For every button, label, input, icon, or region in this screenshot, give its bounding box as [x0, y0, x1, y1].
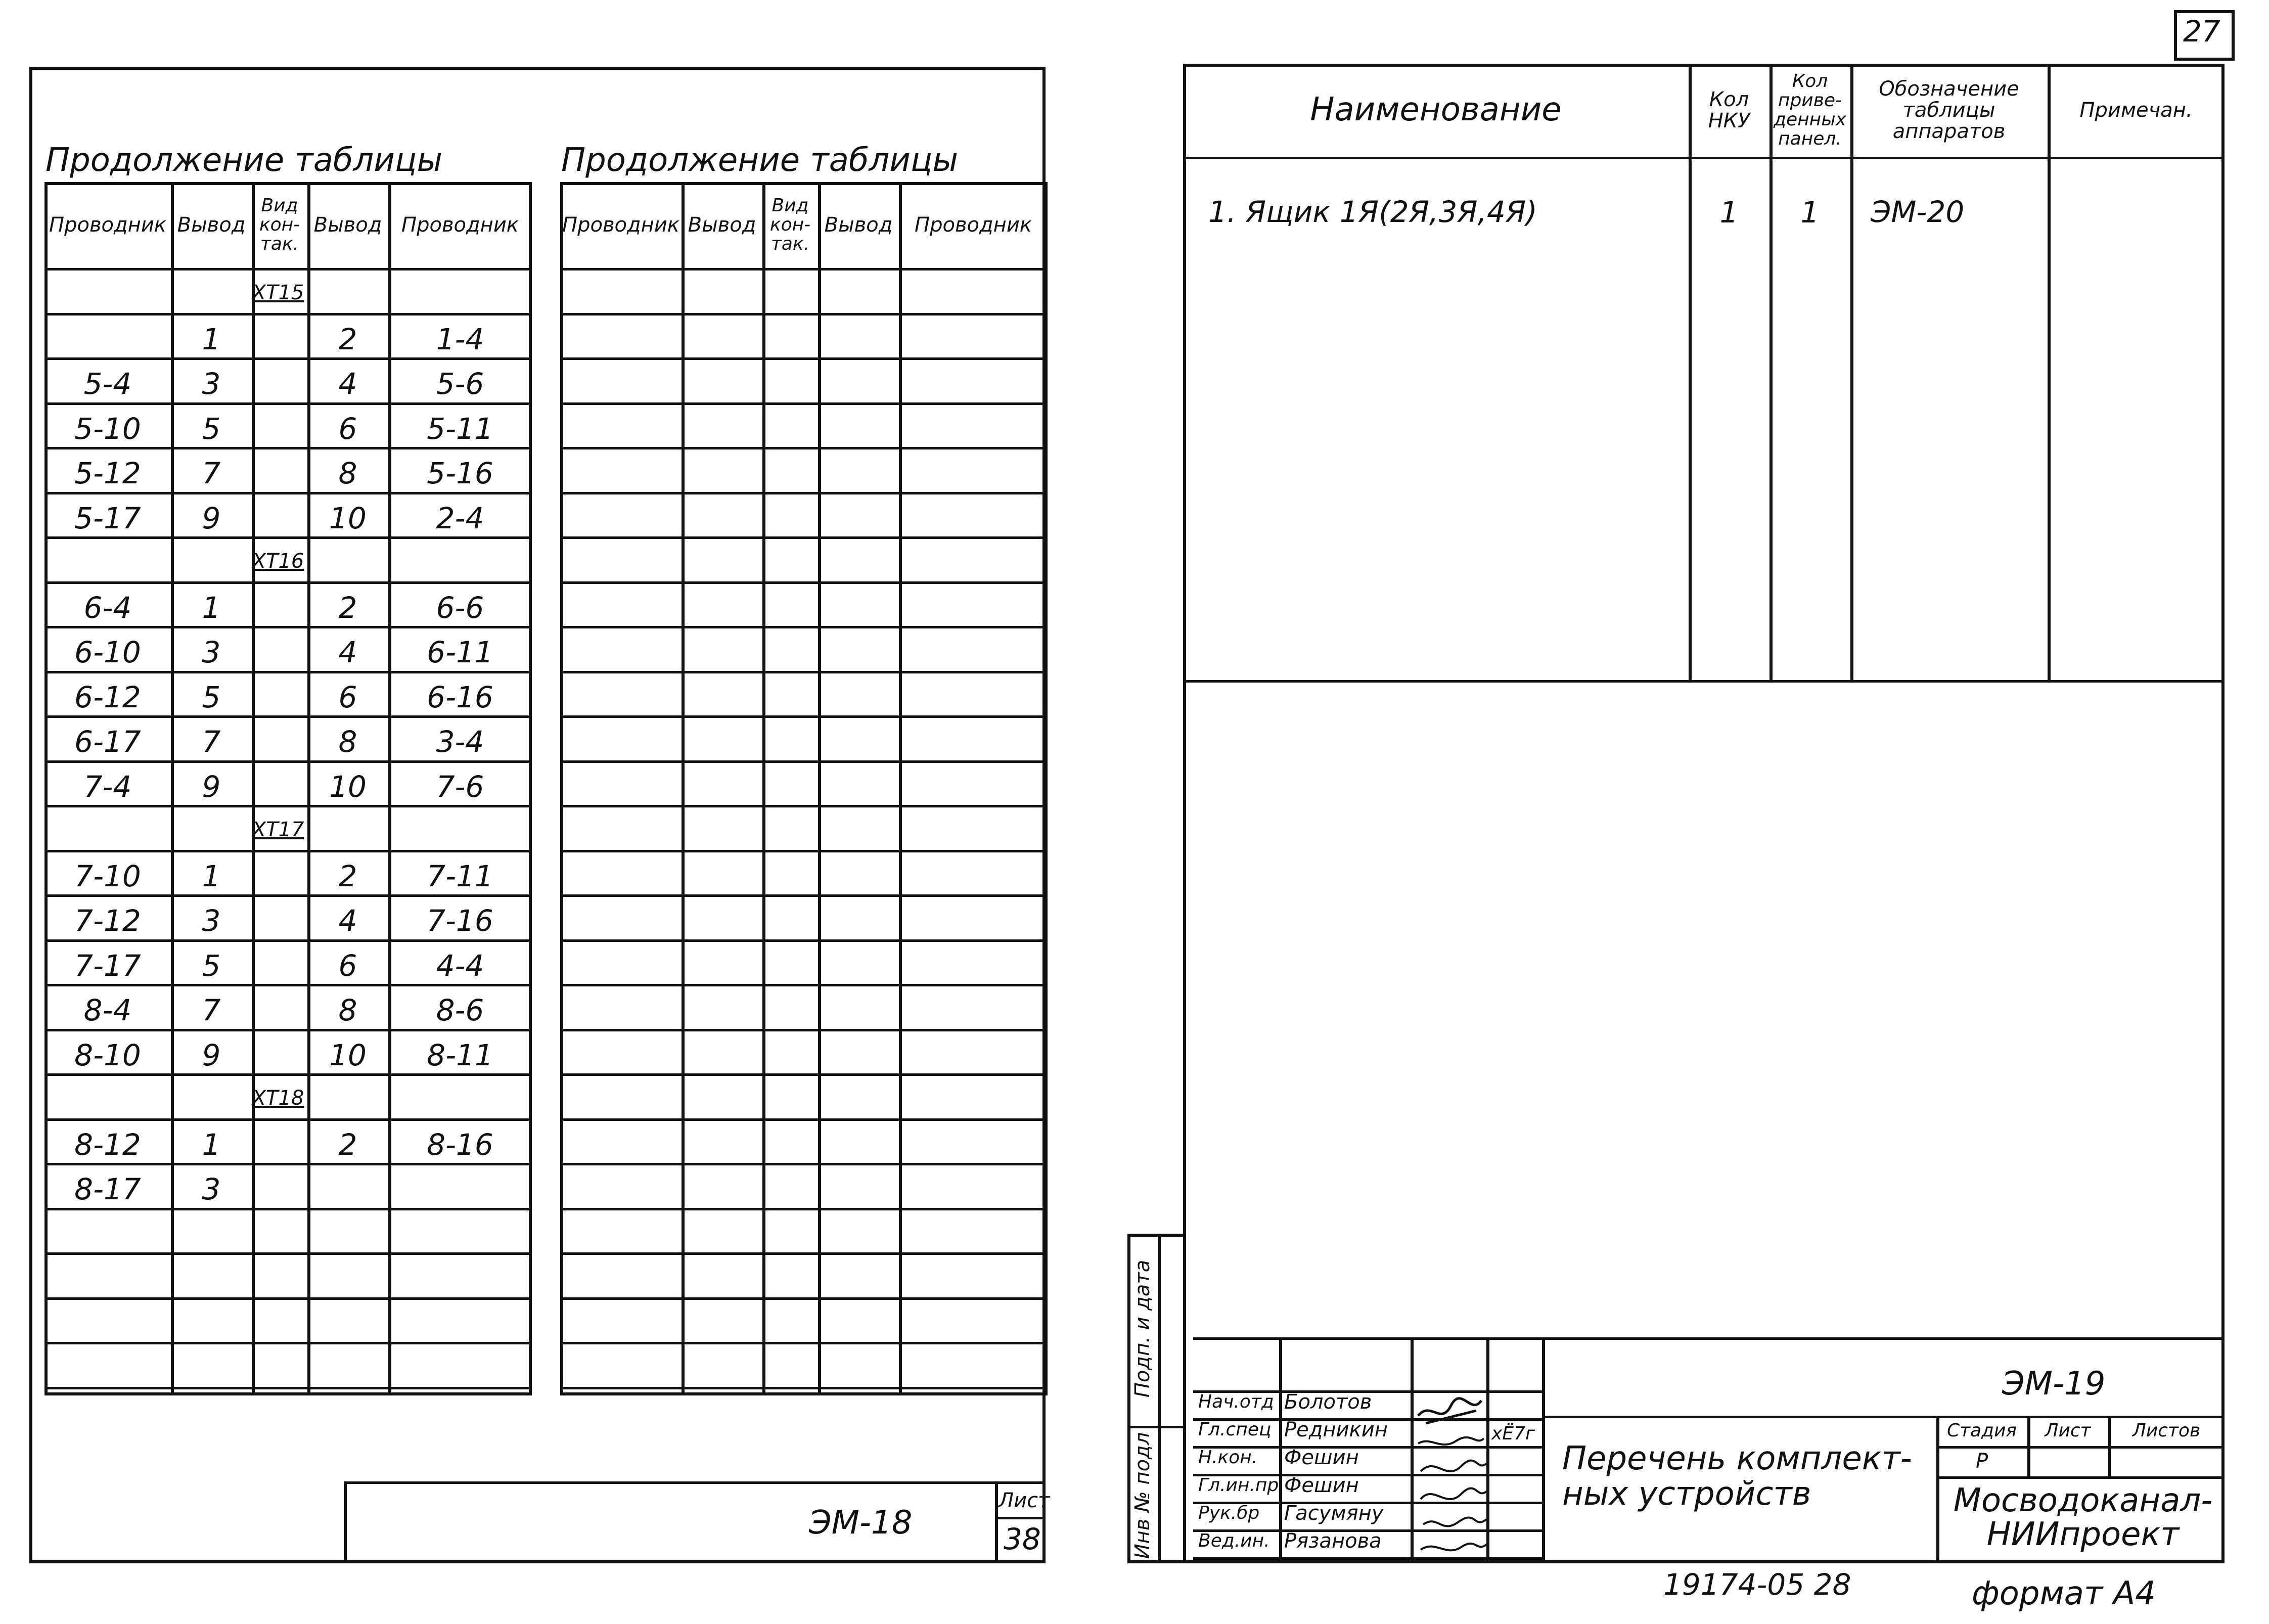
archive-number: 19174-05 28	[1663, 1567, 1851, 1602]
cell-terminal-out: 4	[338, 903, 357, 938]
side-stamp-vdiv	[1158, 1234, 1161, 1563]
cell-terminal-out: 4	[338, 635, 357, 669]
table-row-line	[560, 760, 1048, 763]
cell-conductor-in: 7-4	[83, 769, 132, 804]
cell-terminal-out: 8	[338, 456, 357, 490]
cell-conductor-in: 8-12	[74, 1127, 141, 1162]
signatures-drawing	[1411, 1395, 1491, 1562]
title-block-role: Гл.ин.пр	[1198, 1475, 1279, 1496]
cell-terminal-out: 6	[338, 411, 357, 446]
left-footer-line	[344, 1481, 1046, 1484]
title-block-role: Н.кон.	[1198, 1447, 1258, 1468]
table-row-line	[560, 715, 1048, 718]
spec-header-designation: Обозначение таблицы аппаратов	[1879, 77, 2019, 143]
cell-conductor-in: 7-17	[74, 948, 141, 983]
cell-conductor-out: 8-6	[436, 993, 484, 1027]
cell-terminal-in: 5	[202, 411, 221, 446]
cell-conductor-in: 5-12	[74, 456, 141, 490]
stage-label: Стадия	[1946, 1420, 2017, 1441]
cell-terminal-in: 1	[202, 1127, 221, 1162]
cell-conductor-out: 3-4	[436, 724, 484, 759]
table-row-line	[44, 1252, 532, 1255]
title-block-person: Болотов	[1284, 1390, 1372, 1414]
cell-terminal-out: 8	[338, 993, 357, 1027]
t2-header-conductor-1: Проводник	[562, 213, 679, 237]
table-row-line	[44, 1387, 532, 1389]
table-row-line	[560, 581, 1048, 584]
table-row-line	[560, 1252, 1048, 1255]
table-row-line	[560, 1342, 1048, 1344]
t2-col-div-1	[682, 182, 685, 1395]
cell-conductor-in: 8-10	[74, 1037, 141, 1072]
title-block-person: Фешин	[1284, 1446, 1359, 1469]
cell-terminal-out: 2	[338, 859, 357, 893]
tb-col-date	[1542, 1337, 1545, 1563]
page-number: 27	[2183, 14, 2220, 49]
tb-org-line	[1936, 1476, 2225, 1479]
stage-value: Р	[1975, 1450, 1988, 1473]
table-row-line	[560, 894, 1048, 897]
table-row-line	[560, 805, 1048, 807]
cell-conductor-in: 5-4	[83, 366, 132, 401]
wire-table-2	[560, 182, 1048, 1395]
cell-terminal-out: 2	[338, 1127, 357, 1162]
spec-header-qty-panels: Кол приве-денных панел.	[1774, 71, 1846, 149]
spec-row-qty-nku: 1	[1719, 195, 1739, 230]
t2-header-line	[560, 268, 1048, 270]
table-row-line	[560, 536, 1048, 539]
t1-header-conductor-2: Проводник	[401, 213, 519, 237]
cell-conductor-in: 6-10	[74, 635, 141, 669]
cell-terminal-in: 9	[202, 1037, 221, 1072]
table-row-line	[560, 850, 1048, 852]
table-row-line	[560, 939, 1048, 942]
cell-conductor-out: 6-11	[427, 635, 493, 669]
cell-terminal-out: 10	[329, 501, 367, 535]
cell-conductor-in: 6-4	[83, 590, 132, 625]
document-title: Перечень комплект-ных устройств	[1562, 1440, 1912, 1513]
left-footer-sheet-line	[995, 1517, 1046, 1519]
t2-header-terminal-1: Вывод	[688, 213, 756, 237]
cell-conductor-out: 5-11	[427, 411, 493, 446]
cell-conductor-out: 5-16	[427, 456, 493, 490]
cell-terminal-out	[307, 1167, 388, 1212]
side-label-signature-date: Подп. и дата	[1131, 1259, 1154, 1398]
left-footer-div-2	[995, 1481, 998, 1563]
cell-conductor-in: 8-4	[83, 993, 132, 1027]
spec-header-line	[1183, 157, 2225, 159]
cell-terminal-in: 7	[202, 456, 221, 490]
cell-terminal-in: 7	[202, 724, 221, 759]
spec-bottom-line	[1183, 680, 2225, 683]
cell-conductor-out: 6-16	[427, 680, 493, 714]
cell-terminal-in: 7	[202, 993, 221, 1027]
title-block-top	[1193, 1337, 2225, 1340]
spec-row-qty-panels: 1	[1800, 195, 1820, 230]
left-table-heading-1: Продолжение таблицы	[46, 142, 442, 179]
spec-header-name: Наименование	[1310, 91, 1562, 129]
cell-conductor-out: 7-6	[436, 769, 484, 804]
table-row-line	[560, 1029, 1048, 1031]
table-row-line	[560, 1297, 1048, 1300]
cell-conductor-out: 7-11	[427, 859, 493, 893]
cell-terminal-in: 9	[202, 769, 221, 804]
title-block-role: Вед.ин.	[1198, 1530, 1270, 1551]
t2-col-div-2	[762, 182, 765, 1395]
tb-extra-mark: хЁ7г	[1491, 1423, 1535, 1444]
cell-conductor-out: 2-4	[436, 501, 484, 535]
table-row-line	[560, 1387, 1048, 1389]
title-block-person: Фешин	[1284, 1474, 1359, 1497]
sheets-label: Листов	[2132, 1420, 2201, 1441]
table-row-line	[560, 984, 1048, 986]
t2-col-div-3	[818, 182, 821, 1395]
table-row-line	[560, 1118, 1048, 1121]
spec-row-designation: ЭМ-20	[1871, 195, 1965, 229]
cell-terminal-in: 3	[202, 903, 221, 938]
cell-terminal-out: 10	[329, 1037, 367, 1072]
t1-header-conductor-1: Проводник	[49, 213, 166, 237]
table-row-line	[44, 1342, 532, 1344]
table-row-line	[560, 1208, 1048, 1210]
cell-terminal-out: 2	[338, 322, 357, 356]
cell-terminal-in: 5	[202, 680, 221, 714]
t1-header-terminal-1: Вывод	[177, 213, 246, 237]
t2-col-div-4	[899, 182, 902, 1395]
cell-conductor-out: 7-16	[427, 903, 493, 938]
spec-row-name: 1. Ящик 1Я(2Я,3Я,4Я)	[1208, 195, 1537, 229]
cell-conductor-out: 1-4	[436, 322, 484, 356]
table-row-line	[560, 313, 1048, 315]
left-footer-code: ЭМ-18	[809, 1504, 913, 1542]
title-block-role: Гл.спец	[1198, 1419, 1272, 1440]
cell-conductor-out	[388, 1167, 532, 1212]
left-footer-div-1	[344, 1481, 347, 1563]
cell-conductor-out: 4-4	[436, 948, 484, 983]
table-row-line	[560, 357, 1048, 360]
cell-conductor-in: 8-17	[74, 1171, 141, 1206]
table-row-line	[560, 492, 1048, 494]
organization: Мосводоканал-НИИпроект	[1953, 1482, 2213, 1554]
table-row-line	[560, 626, 1048, 628]
cell-conductor-in: 5-10	[74, 411, 141, 446]
side-label-inventory: Инв № подл	[1131, 1432, 1154, 1559]
left-table-heading-2: Продолжение таблицы	[561, 142, 958, 179]
t2-header-contact-type: Вид кон-так.	[769, 195, 811, 254]
table-row-line	[560, 447, 1048, 449]
cell-terminal-out: 10	[329, 769, 367, 804]
spec-header-note: Примечан.	[2079, 99, 2193, 122]
sheet-label: Лист	[2045, 1420, 2091, 1441]
table-row-line	[560, 402, 1048, 405]
terminal-block-label: XT16	[252, 550, 304, 573]
cell-conductor-in	[44, 317, 171, 362]
cell-terminal-in: 1	[202, 859, 221, 893]
cell-terminal-in: 3	[202, 366, 221, 401]
title-block-role: Рук.бр	[1198, 1503, 1260, 1523]
cell-terminal-out: 6	[338, 948, 357, 983]
cell-conductor-out: 8-16	[427, 1127, 493, 1162]
cell-conductor-out: 8-11	[427, 1037, 493, 1072]
cell-terminal-in: 3	[202, 635, 221, 669]
title-block-role: Нач.отд	[1198, 1391, 1274, 1412]
cell-terminal-out: 6	[338, 680, 357, 714]
table-row-line	[560, 671, 1048, 673]
cell-terminal-out: 4	[338, 366, 357, 401]
title-block-person: Рязанова	[1284, 1529, 1382, 1553]
t1-header-terminal-2: Вывод	[313, 213, 382, 237]
cell-conductor-out: 6-6	[436, 590, 484, 625]
terminal-block-label: XT18	[252, 1087, 304, 1110]
doc-code: ЭМ-19	[2002, 1365, 2106, 1403]
t2-header-conductor-2: Проводник	[915, 213, 1032, 237]
cell-terminal-in: 1	[202, 322, 221, 356]
table-row-line	[560, 1073, 1048, 1076]
cell-conductor-out: 5-6	[436, 366, 484, 401]
table-row-line	[560, 1163, 1048, 1165]
cell-terminal-out: 2	[338, 590, 357, 625]
title-block-person: Гасумяну	[1284, 1502, 1384, 1525]
left-footer-sheet-number: 38	[1004, 1522, 1041, 1556]
left-footer-sheet-label: Лист	[999, 1489, 1050, 1512]
t1-col-div-2	[252, 182, 255, 1395]
cell-terminal-in: 5	[202, 948, 221, 983]
terminal-block-label: XT17	[252, 818, 304, 842]
cell-terminal-in: 3	[202, 1171, 221, 1206]
cell-conductor-in: 6-12	[74, 680, 141, 714]
t2-header-terminal-2: Вывод	[824, 213, 893, 237]
cell-conductor-in: 7-12	[74, 903, 141, 938]
table-row-line	[44, 1297, 532, 1300]
t1-header-contact-type: Вид кон-так.	[259, 195, 300, 254]
cell-conductor-in: 7-10	[74, 859, 141, 893]
format-label: формат А4	[1972, 1575, 2156, 1612]
cell-terminal-out: 8	[338, 724, 357, 759]
cell-terminal-in: 9	[202, 501, 221, 535]
spec-header-qty-nku: Кол НКУ	[1708, 88, 1750, 132]
terminal-block-label: XT15	[252, 281, 304, 305]
cell-conductor-in: 5-17	[74, 501, 141, 535]
cell-conductor-in: 6-17	[74, 724, 141, 759]
title-block-person: Редникин	[1284, 1418, 1388, 1441]
cell-terminal-in: 1	[202, 590, 221, 625]
